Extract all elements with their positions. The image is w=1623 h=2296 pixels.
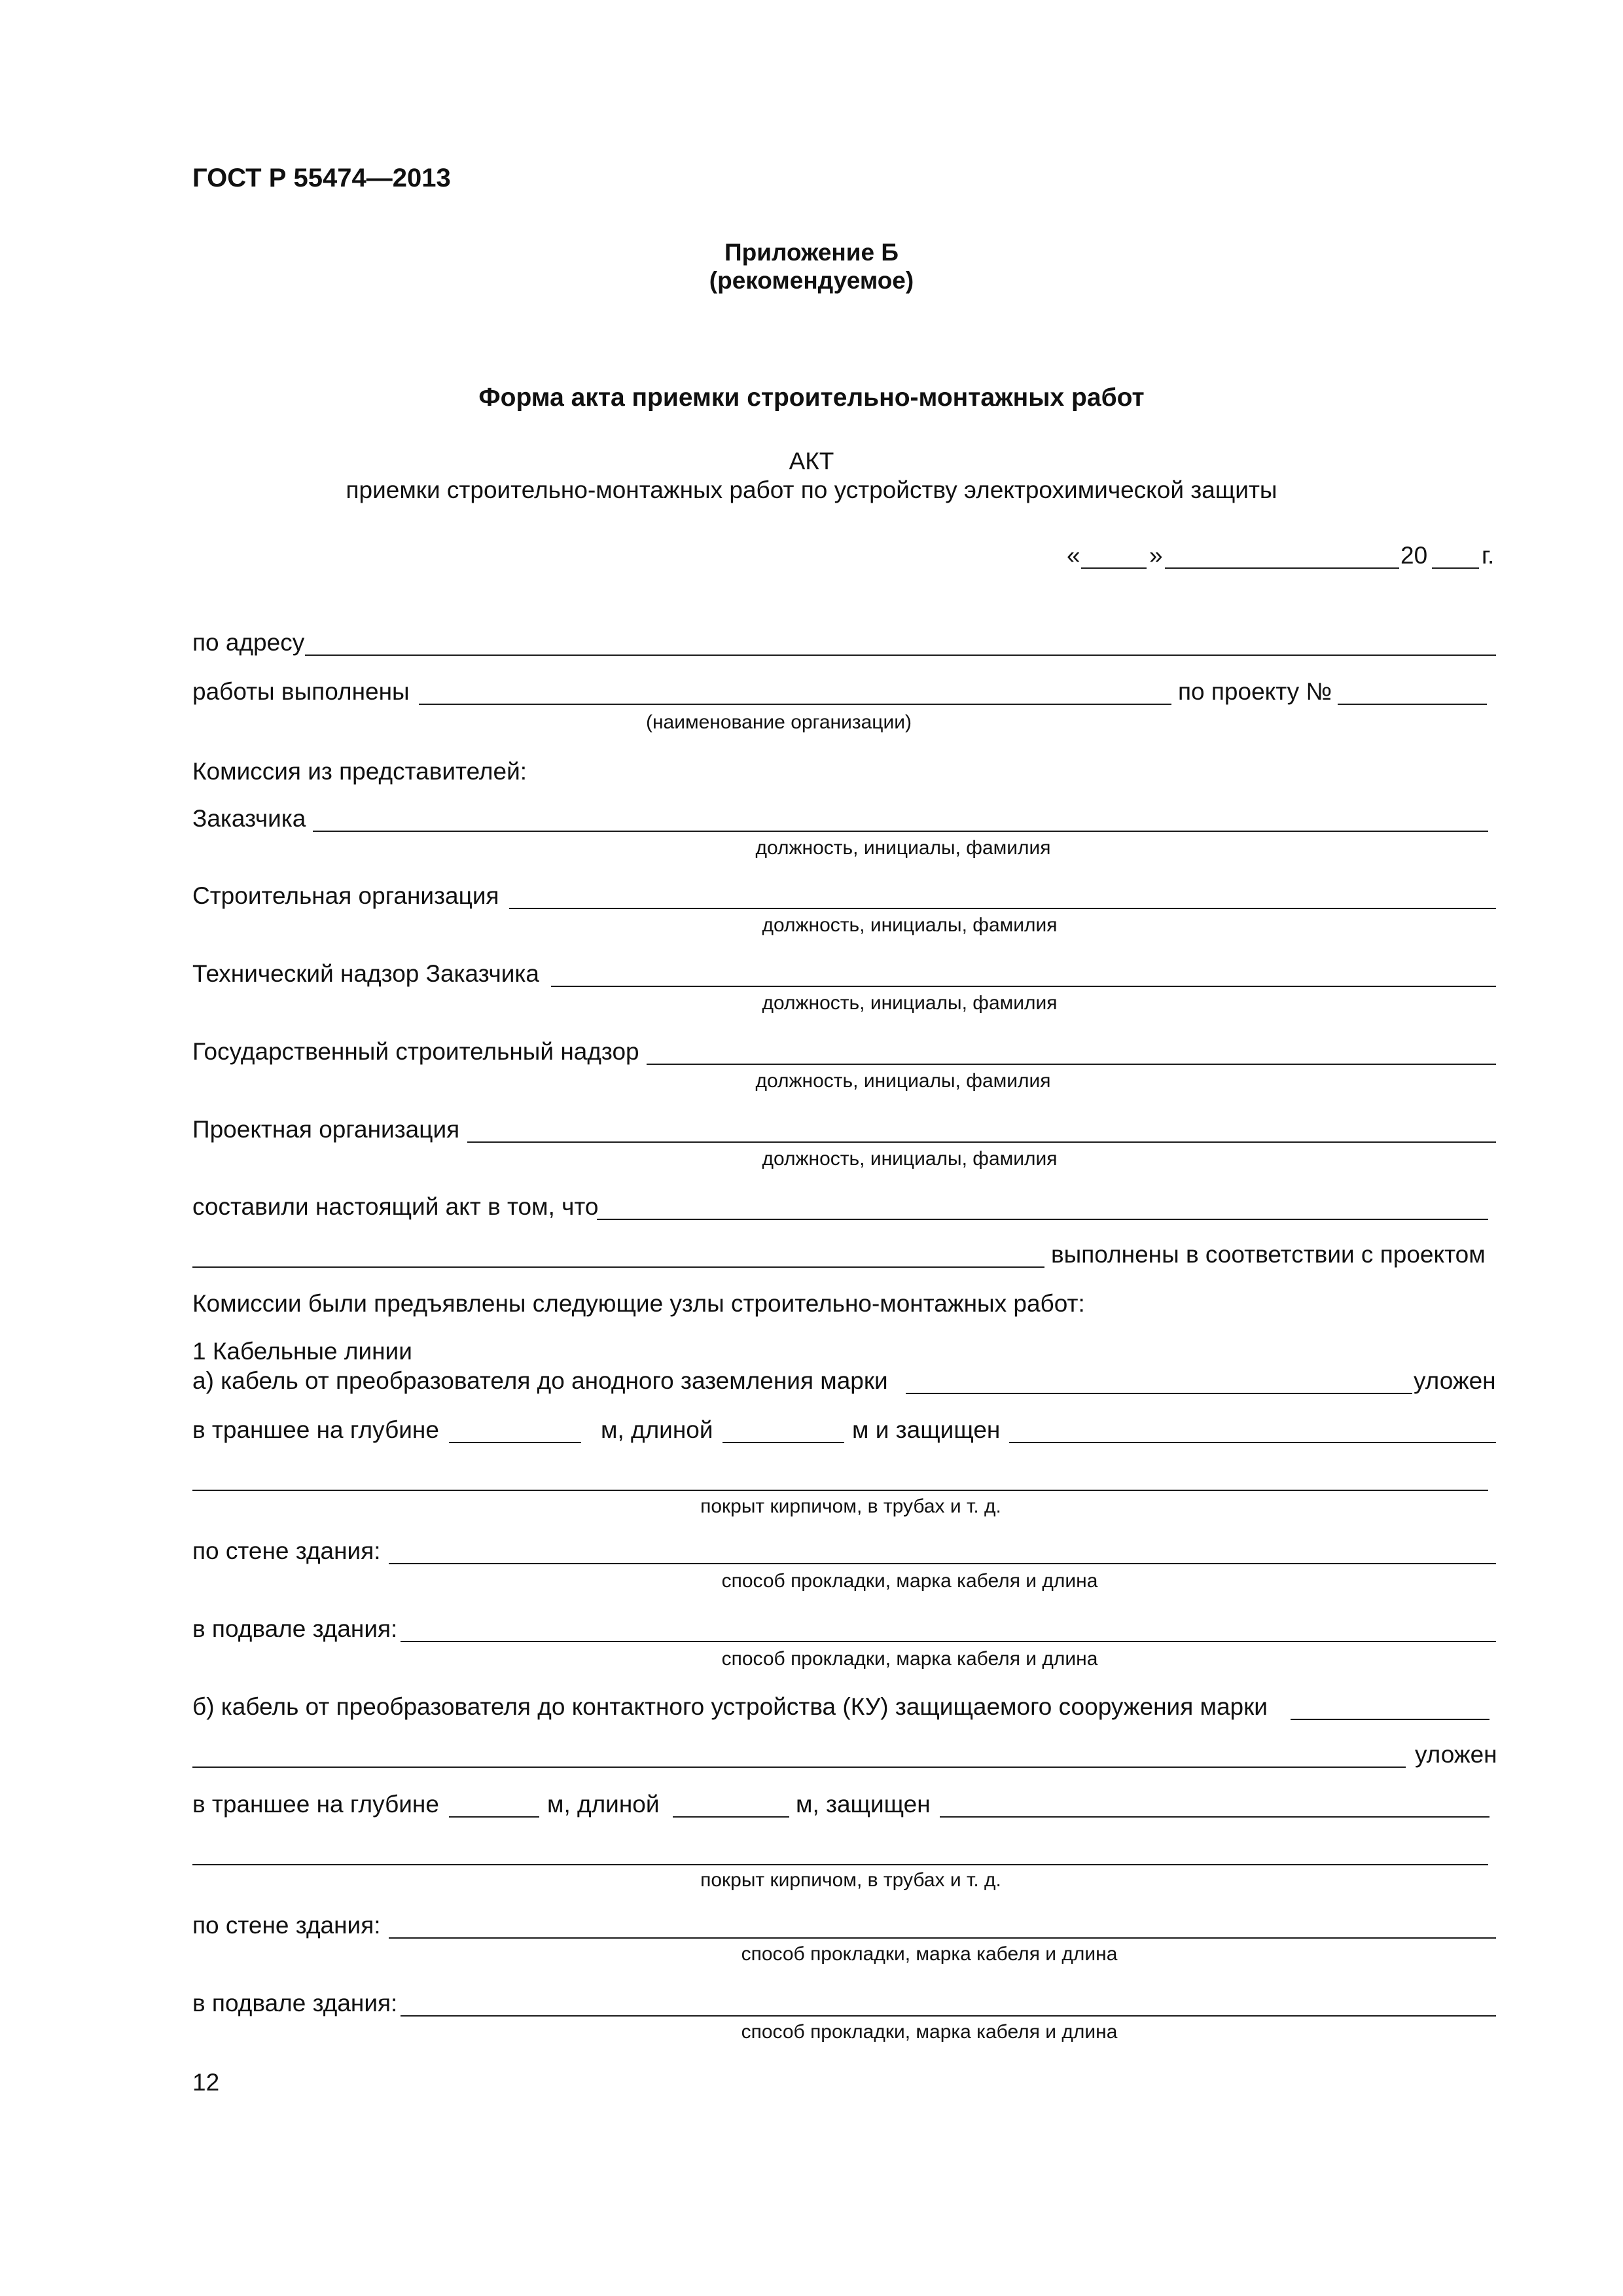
cable-b-wall-label: по стене здания: <box>192 1912 381 1939</box>
state-supervision-field[interactable] <box>647 1064 1496 1065</box>
date-close-quote: » <box>1149 542 1163 569</box>
cable-b-brand-field-continued[interactable] <box>192 1767 1406 1768</box>
year-field[interactable] <box>1432 567 1479 569</box>
cable-b-protection-field[interactable] <box>940 1816 1489 1818</box>
organization-caption: (наименование организации) <box>646 711 912 733</box>
design-org-label: Проектная организация <box>192 1116 460 1143</box>
compiled-field-continued[interactable] <box>192 1266 1044 1268</box>
project-number-field[interactable] <box>1338 704 1487 705</box>
construction-org-label: Строительная организация <box>192 882 499 909</box>
design-org-caption: должность, инициалы, фамилия <box>762 1148 1058 1170</box>
cable-a-protection-field[interactable] <box>1009 1442 1496 1443</box>
date-open-quote: « <box>1067 542 1080 569</box>
compiled-label: составили настоящий акт в том, что <box>192 1193 599 1220</box>
cable-a-brand-field[interactable] <box>906 1393 1412 1394</box>
cable-b-protection-field-continued[interactable] <box>192 1864 1488 1865</box>
cable-a-wall-field[interactable] <box>389 1563 1496 1564</box>
cable-b-brand-field[interactable] <box>1291 1719 1489 1720</box>
cable-section-heading: 1 Кабельные линии <box>192 1338 412 1365</box>
cable-b-trench-label: в траншее на глубине <box>192 1791 439 1818</box>
organization-field[interactable] <box>419 704 1171 705</box>
cable-a-basement-field[interactable] <box>401 1641 1496 1642</box>
works-done-label: работы выполнены <box>192 678 410 705</box>
cable-b-depth-field[interactable] <box>449 1816 539 1818</box>
construction-org-caption: должность, инициалы, фамилия <box>762 914 1058 936</box>
cable-b-protected-label: м, защищен <box>796 1791 931 1818</box>
cable-a-covered-caption: покрыт кирпичом, в трубах и т. д. <box>700 1496 1001 1517</box>
form-title: Форма акта приемки строительно-монтажных работ <box>478 384 1145 412</box>
construction-org-field[interactable] <box>509 908 1496 909</box>
year-suffix: г. <box>1482 542 1495 569</box>
cable-a-protection-field-continued[interactable] <box>192 1490 1488 1491</box>
cable-a-wall-label: по стене здания: <box>192 1537 381 1564</box>
address-field[interactable] <box>305 655 1496 656</box>
cable-b-basement-caption: способ прокладки, марка кабеля и длина <box>741 2021 1118 2043</box>
cable-a-wall-caption: способ прокладки, марка кабеля и длина <box>721 1570 1098 1592</box>
cable-a-basement-label: в подвале здания: <box>192 1615 398 1642</box>
cable-b-length-label: м, длиной <box>547 1791 660 1818</box>
appendix-status: (рекомендуемое) <box>709 267 914 294</box>
design-org-field[interactable] <box>467 1141 1496 1143</box>
customer-label: Заказчика <box>192 805 306 832</box>
commission-heading: Комиссия из представителей: <box>192 758 527 785</box>
cable-a-label: а) кабель от преобразователя до анодного заземления марки <box>192 1367 888 1394</box>
cable-b-basement-label: в подвале здания: <box>192 1990 398 2017</box>
project-number-label: по проекту № <box>1178 678 1332 705</box>
tech-supervision-label: Технический надзор Заказчика <box>192 960 539 987</box>
cable-b-length-field[interactable] <box>673 1816 789 1818</box>
act-subtitle: приемки строительно-монтажных работ по устройству электрохимической защиты <box>346 476 1277 503</box>
cable-a-length-label: м, длиной <box>601 1416 713 1443</box>
cable-a-depth-field[interactable] <box>449 1442 581 1443</box>
appendix-title: Приложение Б <box>724 239 899 266</box>
customer-field[interactable] <box>313 831 1488 832</box>
standard-code: ГОСТ Р 55474—2013 <box>192 164 451 192</box>
month-field[interactable] <box>1165 567 1399 569</box>
act-title: АКТ <box>789 448 834 475</box>
cable-b-covered-caption: покрыт кирпичом, в трубах и т. д. <box>700 1869 1001 1891</box>
customer-caption: должность, инициалы, фамилия <box>755 837 1051 859</box>
cable-a-length-field[interactable] <box>722 1442 844 1443</box>
presented-heading: Комиссии были предъявлены следующие узлы строительно-монтажных работ: <box>192 1290 1085 1317</box>
cable-b-wall-field[interactable] <box>389 1937 1496 1939</box>
address-label: по адресу <box>192 629 305 656</box>
cable-a-trench-label: в траншее на глубине <box>192 1416 439 1443</box>
state-supervision-caption: должность, инициалы, фамилия <box>755 1070 1051 1092</box>
cable-b-label: б) кабель от преобразователя до контактного устройства (КУ) защищаемого сооружения марки <box>192 1693 1268 1720</box>
tech-supervision-field[interactable] <box>551 986 1496 987</box>
state-supervision-label: Государственный строительный надзор <box>192 1038 639 1065</box>
year-prefix: 20 <box>1400 542 1428 569</box>
cable-b-laid-text: уложен <box>1415 1741 1497 1768</box>
page-number: 12 <box>192 2069 220 2096</box>
day-field[interactable] <box>1081 567 1147 569</box>
cable-a-laid-text: уложен <box>1414 1367 1496 1394</box>
cable-a-protected-label: м и защищен <box>852 1416 1001 1443</box>
cable-a-basement-caption: способ прокладки, марка кабеля и длина <box>721 1648 1098 1670</box>
cable-b-basement-field[interactable] <box>401 2015 1496 2017</box>
compiled-field[interactable] <box>597 1219 1488 1220</box>
tech-supervision-caption: должность, инициалы, фамилия <box>762 992 1058 1014</box>
done-per-project-text: выполнены в соответствии с проектом <box>1051 1241 1486 1268</box>
cable-b-wall-caption: способ прокладки, марка кабеля и длина <box>741 1943 1118 1965</box>
